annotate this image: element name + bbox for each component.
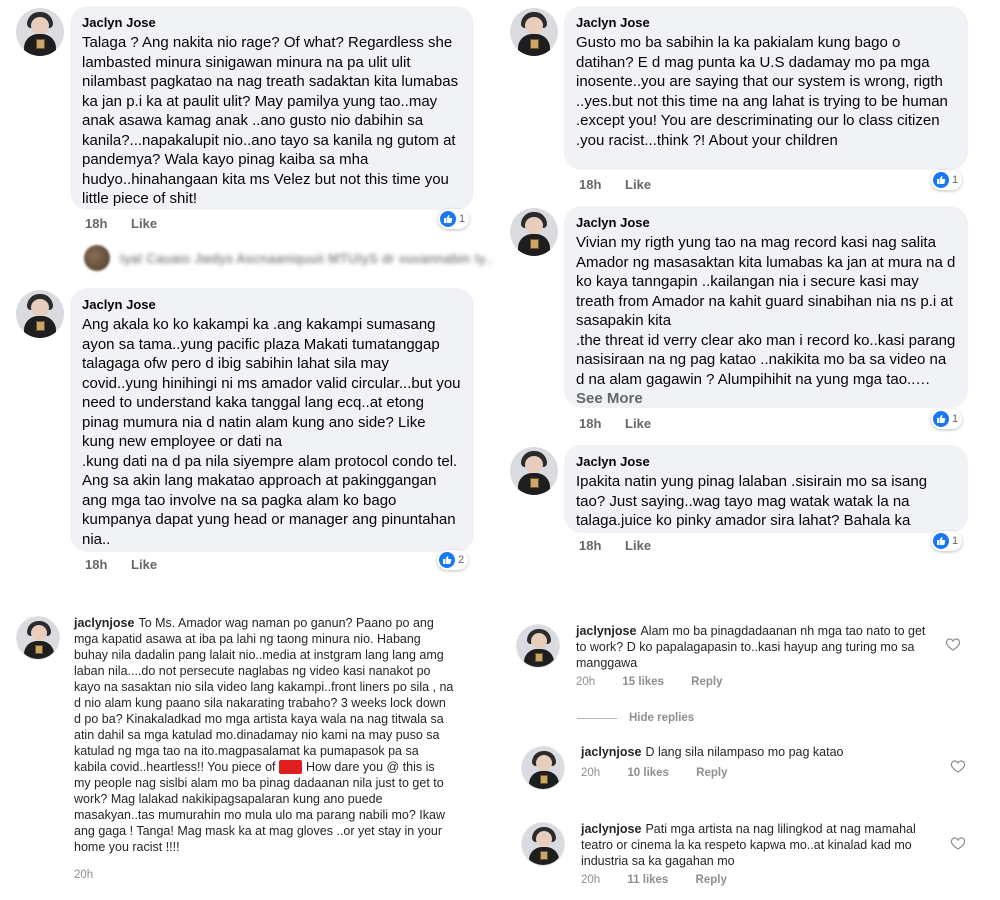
reaction-count: 2 xyxy=(458,554,465,566)
divider-line xyxy=(577,718,617,719)
avatar[interactable] xyxy=(16,8,64,56)
comment-author[interactable]: Jaclyn Jose xyxy=(576,454,650,469)
comment-body xyxy=(581,744,926,760)
hide-replies-toggle[interactable] xyxy=(577,712,694,724)
comment-meta xyxy=(579,177,651,192)
likes-count[interactable]: 10 likes xyxy=(627,767,669,779)
comment-text: Ang akala ko ko kakampi ka .ang kakampi sumasang ayon sa tama..yung pacific plaza Makati tumatanggap talagaga ofw pero d ibig sabihin lahat sila may covid..yung hinihingi ni ms amador valid circular...but you need to understand kaka tanggal lang ecq..at etong pinag mumura nia d natin alam kung ano side? Like kung new employee or dati na .kung dati na d pa nila siyempre alam protocol condo tel. Ang sa akin lang makatao approach at pakinggangan ang mga tao involve na sa pagka alam ko bago kumpanya dapat yung head or manager ang pinuntahan nia.. xyxy=(82,316,461,548)
comment-meta xyxy=(85,216,157,231)
comment-time: 20h xyxy=(581,767,601,779)
comment-username[interactable]: jaclynjose xyxy=(576,624,637,638)
thumbs-up-icon xyxy=(933,411,949,427)
comment-text-body: Vivian my rigth yung tao na mag record kasi nag salita Amador ng masasaktan kita lumabas ka jan at mura na d ko kaya tanngapin ..kailangan nia i secure kasi may treath from Amador na kahit guard sinabihan nia ns p.i at sasapakin kita .the threat id verry clear ako man i record ko..kasi parang nasisiraan na ng pag katao ..nakikita mo ba sa video na d na alam gagawin ? Alumpihihit na yung mga tao..… xyxy=(576,234,956,388)
like-button[interactable]: Like xyxy=(625,416,652,431)
avatar xyxy=(84,245,110,271)
thumbs-up-icon xyxy=(933,533,949,549)
heart-icon[interactable] xyxy=(950,758,966,774)
reaction-count: 1 xyxy=(952,413,959,425)
comment-meta xyxy=(581,767,728,779)
comment-text: Alam mo ba pinagdadaanan nh mga tao nato to get to work? D ko papalagapasin to..kasi hayup ang turing mo sa manggawa xyxy=(576,624,926,670)
comment-time[interactable]: 18h xyxy=(579,177,602,192)
like-button[interactable]: Like xyxy=(131,216,158,231)
avatar[interactable] xyxy=(516,624,560,668)
reaction-count: 1 xyxy=(459,213,466,225)
reaction-badge[interactable] xyxy=(931,531,962,551)
heart-icon[interactable] xyxy=(950,835,966,851)
likes-count[interactable]: 15 likes xyxy=(622,676,664,688)
like-button[interactable]: Like xyxy=(625,538,652,553)
reaction-count: 1 xyxy=(952,535,959,547)
censored-word: shit xyxy=(281,760,301,774)
avatar[interactable] xyxy=(16,290,64,338)
comment-text: To Ms. Amador wag naman po ganun? Paano po ang mga kapatid asawa at iba pa lahi ng taong minura nio. Habang buhay nila dadalin pang lalait nio..media at instgram lang lang amg laban nila....do not persecute naglabas ng video kasi nanakot po kayo na sasaktan nio sila video lang kakampi..front liners po sila , na d nio alam kung paano sila nakarating trabaho? 3 weeks lock down d po ba? Kinakaladkad mo mga artista kaya wala na nag titwala sa atin dahil sa mga katulad mo.dinadamay nio kami na may puso sa katulad ng mga tao na ito.magpasalamat ka pumapasok pa sa kabila covid..heartless!! You piece of xyxy=(74,616,454,774)
comment-author[interactable]: Jaclyn Jose xyxy=(82,15,156,30)
comment-bubble xyxy=(564,6,968,170)
comment-meta xyxy=(74,869,93,881)
comment-time[interactable]: 18h xyxy=(579,538,602,553)
thumbs-up-icon xyxy=(439,552,455,568)
comment-time[interactable]: 18h xyxy=(85,216,108,231)
thumbs-up-icon xyxy=(440,211,456,227)
blurred-reply-text: Iyal Cauaio Jwdys Ascnaaniquuii MTUIyS dr vuvannabin Iy.. xyxy=(120,250,493,266)
comment-bubble xyxy=(564,206,968,408)
comment-text: Pati mga artista na nag lilingkod at nag mamahal teatro or cinema la ka respeto kapwa mo..at kinalad kad mo industria sa ka gagahan mo xyxy=(581,822,916,868)
comment-time: 20h xyxy=(74,869,94,881)
comment-text: D lang sila nilampaso mo pag katao xyxy=(645,745,844,759)
avatar[interactable] xyxy=(510,208,558,256)
comment-text: Talaga ? Ang nakita nio rage? Of what? Regardless she lambasted minura sinigawan minura na pa ulit ulit nilambast pagkatao na nag treath sadaktan kita lumabas ka jan p.i ka at paulit ulit? May pamilya yung tao..may anak asawa kamag anak ..ano gusto nio dabihin sa kanila?...napakalupit nio..ano tayo sa kanila ng gutom at pandemya? Wala kayo pinag kaiba sa mha hudyo..hinahangaan kita ms Velez but not this time you little piece of shit! xyxy=(82,34,459,207)
comment-author[interactable]: Jaclyn Jose xyxy=(82,297,156,312)
reaction-badge[interactable] xyxy=(931,170,962,190)
avatar[interactable] xyxy=(521,746,565,790)
reply-button[interactable]: Reply xyxy=(691,676,723,688)
blurred-reply[interactable] xyxy=(84,245,493,271)
reply-button[interactable]: Reply xyxy=(695,874,727,886)
reaction-badge[interactable] xyxy=(437,550,468,570)
comment-username[interactable]: jaclynjose xyxy=(581,745,642,759)
comment-username[interactable]: jaclynjose xyxy=(581,822,642,836)
comment-time[interactable]: 18h xyxy=(579,416,602,431)
comment-meta xyxy=(579,538,651,553)
comment-body xyxy=(576,623,926,671)
thumbs-up-icon xyxy=(933,172,949,188)
reaction-badge[interactable] xyxy=(931,409,962,429)
avatar[interactable] xyxy=(16,616,60,660)
hide-replies-label: Hide replies xyxy=(629,712,695,724)
comment-meta xyxy=(576,676,723,688)
comment-text: Ipakita natin yung pinag lalaban .sisirain mo sa isang tao? Just saying..wag tayo mag watak watak la na talaga.juice ko pinky amador sira lahat? Bahala ka xyxy=(576,473,928,529)
heart-icon[interactable] xyxy=(945,636,961,652)
comment-bubble xyxy=(564,445,968,533)
reply-button[interactable]: Reply xyxy=(696,767,728,779)
comment-meta xyxy=(85,557,157,572)
avatar[interactable] xyxy=(510,8,558,56)
like-button[interactable]: Like xyxy=(625,177,652,192)
comment-time: 20h xyxy=(576,676,596,688)
comment-meta xyxy=(579,416,651,431)
see-more-link[interactable]: See More xyxy=(576,390,643,407)
avatar[interactable] xyxy=(521,822,565,866)
comment-body xyxy=(581,821,931,869)
comment-text: Gusto mo ba sabihin la ka pakialam kung bago o datihan? E d mag punta ka U.S dadamay mo pa mga inosente..you are saying that our system is wrong, rigth ..yes.but not this time na ang lahat is trying to be human .except you! You are descriminating our lo class citizen .you racist...think ?! About your children xyxy=(576,34,948,149)
avatar[interactable] xyxy=(510,447,558,495)
comment-author[interactable]: Jaclyn Jose xyxy=(576,15,650,30)
reaction-badge[interactable] xyxy=(438,209,469,229)
comment-author[interactable]: Jaclyn Jose xyxy=(576,215,650,230)
comment-time[interactable]: 18h xyxy=(85,557,108,572)
reaction-count: 1 xyxy=(952,174,959,186)
comment-meta xyxy=(581,874,727,886)
comment-text xyxy=(576,233,956,409)
comment-time: 20h xyxy=(581,874,601,886)
like-button[interactable]: Like xyxy=(131,557,158,572)
comment-text-continued: How dare you @ this is my people nag sislbi alam mo ba pinag dadaanan nila just to get to work? Mag lalakad nakikipagsapalaran kung ano puede masakyan..tas mumurahin mo mula ulo ma parang nabili mo? Ikaw ang gaga ! Tanga! Mag mask ka at mag gloves ..or yet stay in your home you racist !!!! xyxy=(74,760,446,854)
likes-count[interactable]: 11 likes xyxy=(627,874,669,886)
comment-username[interactable]: jaclynjose xyxy=(74,616,135,630)
comment-body xyxy=(74,615,454,855)
comment-bubble xyxy=(70,288,474,552)
comment-bubble xyxy=(70,6,474,210)
